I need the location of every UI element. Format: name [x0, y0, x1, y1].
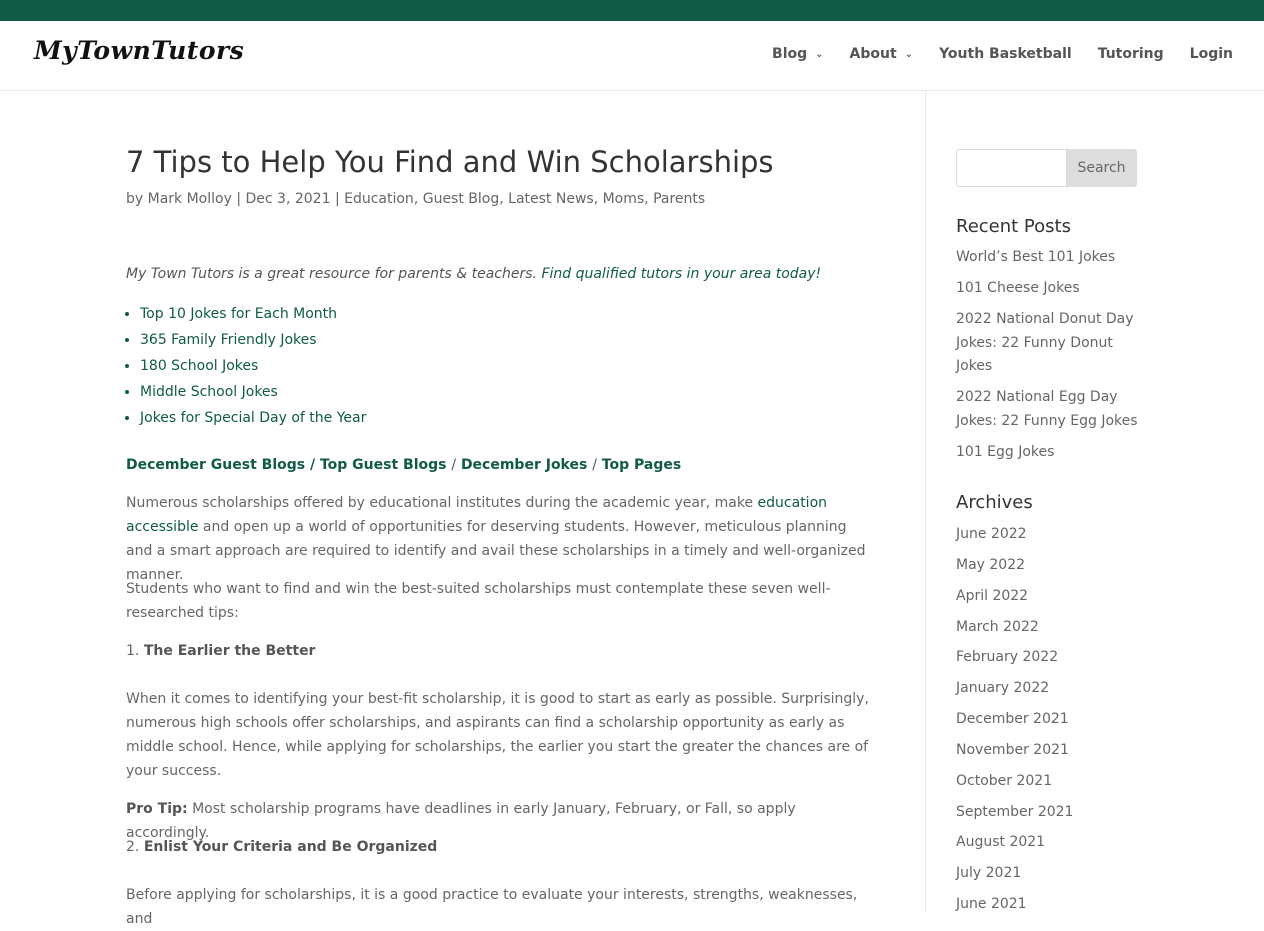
tip-number: 2. — [126, 839, 140, 855]
archive-link[interactable]: April 2022 — [956, 587, 1029, 604]
december-jokes-link[interactable]: December Jokes — [460, 457, 588, 473]
list-item — [140, 330, 366, 356]
tip-2-heading — [126, 835, 876, 859]
archive-link[interactable]: November 2021 — [956, 741, 1069, 758]
list-item — [956, 740, 1138, 771]
archives-list — [956, 524, 1138, 925]
joke-link[interactable]: 365 Family Friendly Jokes — [140, 332, 317, 348]
post-date: Dec 3, 2021 — [245, 191, 331, 207]
category-link-latest-news[interactable]: Latest News — [508, 191, 594, 207]
recent-post-link[interactable]: 101 Egg Jokes — [956, 443, 1055, 460]
paragraph-criteria: Before applying for scholarships, it is a good practice to evaluate your interests, strengths, weaknesses, and — [126, 887, 858, 927]
chevron-down-icon: ⌄ — [815, 48, 824, 60]
site-logo[interactable]: MyTownTutors — [34, 36, 245, 65]
archive-link[interactable]: June 2021 — [956, 896, 1027, 913]
top-pages-link[interactable]: Top Pages — [601, 457, 682, 473]
archive-link[interactable]: August 2021 — [956, 834, 1046, 851]
nav-item-youth-basketball[interactable] — [939, 46, 1072, 62]
list-item — [956, 617, 1138, 648]
archive-link[interactable]: December 2021 — [956, 711, 1069, 728]
joke-link[interactable]: 180 School Jokes — [140, 358, 259, 374]
list-item — [956, 894, 1138, 925]
list-item — [956, 441, 1138, 465]
tip-number: 1. — [126, 643, 140, 659]
related-links-row — [126, 457, 681, 473]
pro-tip-label: Pro Tip: — [126, 801, 188, 817]
post-title: 7 Tips to Help You Find and Win Scholarships — [126, 145, 774, 179]
recent-posts-list — [956, 246, 1138, 472]
list-item — [956, 586, 1138, 617]
category-link-guest-blog[interactable]: Guest Blog — [422, 191, 500, 207]
search-button[interactable]: Search — [1066, 149, 1137, 187]
paragraph-earlier-better: When it comes to identifying your best-fit scholarship, it is good to start as early as possible. Surprisingly, numerous high schools offer scholarships, and aspirants can find a scholarship opportunity as early as middle school. Hence, while applying for scholarships, the earlier you start the greater the chances are of your success. — [126, 691, 869, 779]
find-tutors-link[interactable]: Find qualified tutors in your area today! — [541, 266, 822, 282]
link-separator: / — [592, 457, 597, 473]
paragraph-text: and open up a world of opportunities for deserving students. However, meticulous planning and a smart approach are required to identify and avail these scholarships in a timely and well-organized manner. — [126, 519, 866, 583]
recent-post-link[interactable]: 101 Cheese Jokes — [956, 280, 1080, 296]
nav-item-about[interactable] — [850, 46, 914, 62]
tip-heading-text: Enlist Your Criteria and Be Organized — [143, 839, 438, 855]
list-item — [956, 555, 1138, 586]
archive-link[interactable]: September 2021 — [956, 803, 1074, 820]
tip-heading-text: The Earlier the Better — [143, 643, 316, 659]
list-item — [956, 277, 1138, 301]
list-item — [956, 709, 1138, 740]
education-accessible-link[interactable]: education accessible — [126, 495, 828, 535]
recent-post-link[interactable]: 2022 National Donut Day Jokes: 22 Funny Donut Jokes — [956, 311, 1134, 374]
archive-link[interactable]: May 2022 — [956, 556, 1026, 573]
nav-item-label: Youth Basketball — [939, 46, 1072, 62]
nav-item-blog[interactable] — [772, 46, 824, 62]
category-link-moms[interactable]: Moms — [602, 191, 645, 207]
list-item — [956, 832, 1138, 863]
list-item — [956, 863, 1138, 894]
joke-link[interactable]: Middle School Jokes — [140, 384, 278, 400]
chevron-down-icon: ⌄ — [904, 48, 914, 60]
list-item — [956, 802, 1138, 833]
main-nav — [746, 46, 1233, 62]
intro-static: My Town Tutors is a great resource for parents & teachers. — [126, 266, 537, 282]
joke-link[interactable]: Top 10 Jokes for Each Month — [140, 306, 338, 322]
archive-link[interactable]: June 2022 — [956, 526, 1027, 542]
link-separator: / — [451, 457, 457, 473]
jokes-link-list — [126, 304, 366, 434]
sidebar-divider — [925, 91, 926, 912]
recent-post-link[interactable]: World’s Best 101 Jokes — [956, 249, 1116, 265]
list-item — [956, 308, 1138, 379]
site-header — [0, 21, 1264, 91]
tip-1-heading — [126, 639, 876, 663]
nav-item-login[interactable] — [1190, 46, 1233, 62]
nav-item-label: Blog — [772, 46, 808, 62]
pro-tip-text: Most scholarship programs have deadlines in early January, February, or Fall, so apply accordingly. — [126, 801, 796, 841]
list-item — [956, 771, 1138, 802]
archive-link[interactable]: October 2021 — [956, 772, 1053, 789]
link-separator: / — [309, 457, 316, 473]
list-item — [956, 678, 1138, 709]
december-guest-blogs-link[interactable]: December Guest Blogs — [126, 457, 306, 473]
list-item — [956, 524, 1138, 555]
meta-separator: | — [236, 191, 242, 207]
list-item — [140, 356, 366, 382]
archive-link[interactable]: January 2022 — [956, 680, 1050, 697]
list-item — [956, 386, 1138, 433]
archive-link[interactable]: February 2022 — [956, 649, 1059, 666]
nav-item-tutoring[interactable] — [1098, 46, 1164, 62]
category-link-education[interactable]: Education — [344, 191, 414, 207]
archives-title: Archives — [956, 492, 1033, 513]
list-item — [956, 246, 1138, 270]
list-item — [140, 304, 366, 330]
paragraph-intro — [126, 491, 876, 587]
meta-by: by — [126, 191, 144, 207]
recent-posts-title: Recent Posts — [956, 216, 1071, 237]
archive-link[interactable]: March 2022 — [956, 618, 1039, 635]
nav-item-label: About — [849, 46, 897, 62]
author-link[interactable]: Mark Molloy — [147, 191, 232, 207]
list-item — [140, 382, 366, 408]
list-item — [140, 408, 366, 434]
paragraph-text: Numerous scholarships offered by educational institutes during the academic year, make — [126, 495, 754, 511]
paragraph-tips-intro: Students who want to find and win the best-suited scholarships must contemplate these seven well-researched tips: — [126, 581, 831, 621]
post-meta: by Mark Molloy | Dec 3, 2021 | Education, Guest Blog, Latest News, Moms, Parents — [126, 191, 706, 207]
top-guest-blogs-link[interactable]: Top Guest Blogs — [319, 457, 447, 473]
category-link-parents[interactable]: Parents — [653, 191, 706, 207]
list-item — [956, 647, 1138, 678]
recent-post-link[interactable]: 2022 National Egg Day Jokes: 22 Funny Egg Jokes — [956, 389, 1138, 429]
joke-link[interactable]: Jokes for Special Day of the Year — [140, 410, 367, 426]
intro-text — [126, 266, 821, 282]
archive-link[interactable]: July 2021 — [956, 865, 1022, 882]
search-input[interactable] — [956, 149, 1068, 187]
meta-separator: | — [334, 191, 340, 207]
nav-item-label: Tutoring — [1097, 46, 1164, 62]
top-accent-bar — [0, 0, 1264, 21]
nav-item-label: Login — [1189, 46, 1233, 62]
